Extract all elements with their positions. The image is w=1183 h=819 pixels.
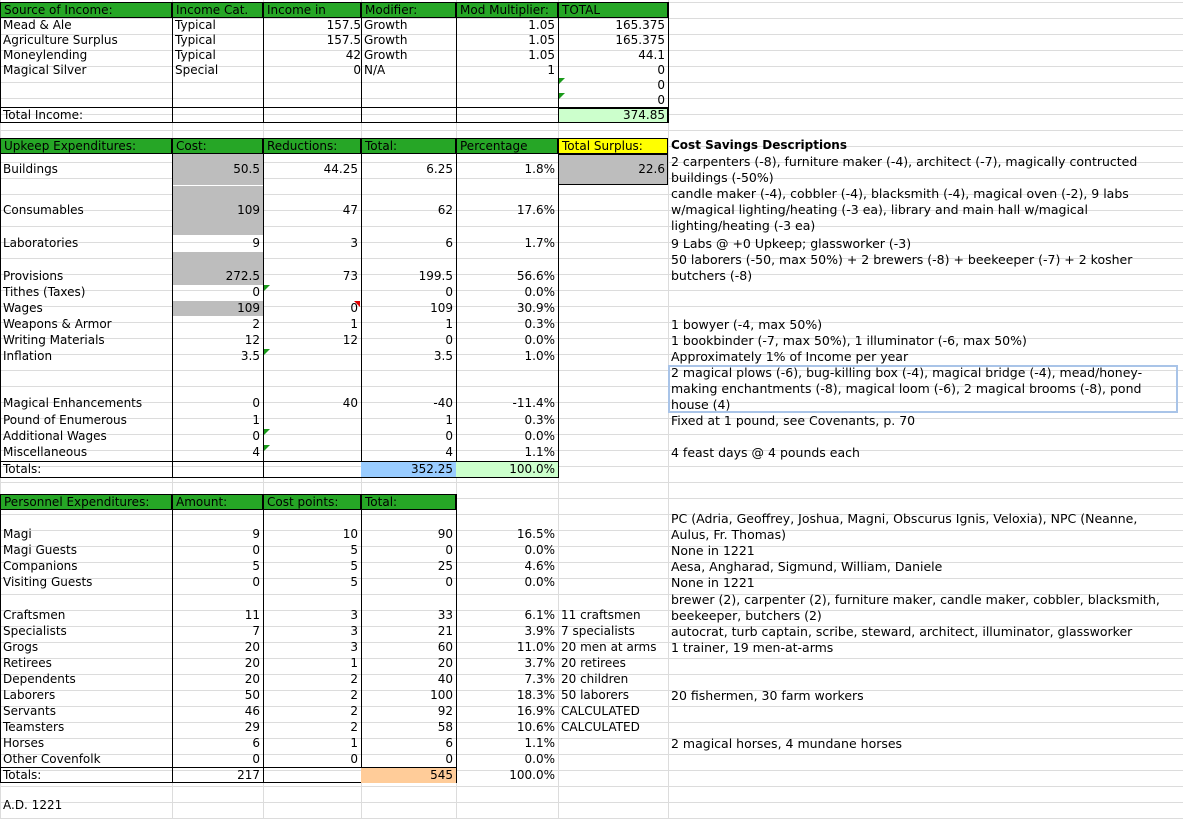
income-header[interactable]: Income Cat. bbox=[172, 2, 263, 18]
income-total[interactable]: 165.375 bbox=[615, 33, 665, 47]
income-total[interactable]: 0 bbox=[657, 93, 665, 107]
personnel-item[interactable]: Dependents bbox=[3, 672, 76, 686]
personnel-amount[interactable]: 11 bbox=[244, 608, 260, 622]
personnel-total[interactable]: 40 bbox=[437, 672, 453, 686]
upkeep-item[interactable]: Laboratories bbox=[3, 236, 79, 250]
personnel-amount[interactable]: 0 bbox=[252, 575, 260, 589]
upkeep-percentage[interactable]: 0.0% bbox=[524, 333, 555, 347]
upkeep-total[interactable]: 6 bbox=[445, 236, 453, 250]
income-total[interactable]: 44.1 bbox=[638, 48, 665, 62]
personnel-item[interactable]: Retirees bbox=[3, 656, 52, 670]
income-source[interactable]: Mead & Ale bbox=[3, 18, 72, 32]
upkeep-percentage[interactable]: 0.3% bbox=[524, 317, 555, 331]
personnel-note[interactable]: 20 men at arms bbox=[561, 640, 657, 654]
income-total[interactable]: 165.375 bbox=[615, 18, 665, 32]
personnel-note[interactable]: 20 retirees bbox=[561, 656, 626, 670]
upkeep-reduction[interactable]: 47 bbox=[342, 203, 358, 217]
upkeep-percentage[interactable]: 30.9% bbox=[516, 301, 555, 315]
upkeep-totals-percentage[interactable]: 100.0% bbox=[509, 462, 555, 476]
total-income-value[interactable]: 374.85 bbox=[623, 108, 665, 122]
upkeep-item[interactable]: Consumables bbox=[3, 203, 84, 217]
error-indicator-icon bbox=[559, 78, 565, 84]
total-surplus-value[interactable]: 22.6 bbox=[638, 162, 665, 176]
description-cell[interactable]: autocrat, turb captain, scribe, steward, architect, illuminator, glassworker bbox=[671, 624, 1133, 639]
personnel-percentage[interactable]: 0.0% bbox=[524, 752, 555, 766]
personnel-percentage[interactable]: 1.1% bbox=[524, 736, 555, 750]
description-cell[interactable]: 2 magical horses, 4 mundane horses bbox=[671, 736, 903, 751]
upkeep-percentage[interactable]: 1.1% bbox=[524, 445, 555, 459]
upkeep-header[interactable]: Total Surplus: bbox=[558, 138, 668, 154]
personnel-item[interactable]: Companions bbox=[3, 559, 78, 573]
comment-indicator-icon bbox=[354, 301, 360, 307]
personnel-amount[interactable]: 29 bbox=[244, 720, 260, 734]
description-cell[interactable]: None in 1221 bbox=[671, 543, 755, 558]
upkeep-percentage[interactable]: 0.0% bbox=[524, 285, 555, 299]
personnel-total[interactable]: 58 bbox=[437, 720, 453, 734]
upkeep-item[interactable]: Tithes (Taxes) bbox=[3, 285, 86, 299]
upkeep-percentage[interactable]: -11.4% bbox=[512, 396, 555, 410]
income-category[interactable]: Typical bbox=[175, 33, 216, 47]
personnel-cost-points[interactable]: 1 bbox=[350, 656, 358, 670]
description-cell[interactable]: Fixed at 1 pound, see Covenants, p. 70 bbox=[671, 413, 916, 428]
personnel-amount[interactable]: 7 bbox=[252, 624, 260, 638]
personnel-amount[interactable]: 20 bbox=[244, 656, 260, 670]
personnel-totals-label[interactable]: Totals: bbox=[3, 768, 42, 782]
upkeep-cost[interactable]: 109 bbox=[237, 301, 260, 315]
personnel-cost-points[interactable]: 0 bbox=[350, 752, 358, 766]
personnel-cost-points[interactable]: 1 bbox=[350, 736, 358, 750]
upkeep-percentage[interactable]: 0.0% bbox=[524, 429, 555, 443]
personnel-note[interactable]: 20 children bbox=[561, 672, 629, 686]
upkeep-reduction[interactable]: 44.25 bbox=[323, 162, 358, 176]
description-cell[interactable]: PC (Adria, Geoffrey, Joshua, Magni, Obscurus Ignis, Veloxia), NPC (Neanne, Aulus, Fr. Thomas) bbox=[671, 511, 1138, 542]
upkeep-item[interactable]: Magical Enhancements bbox=[3, 396, 143, 410]
income-value[interactable]: 0 bbox=[353, 63, 361, 77]
upkeep-item[interactable]: Inflation bbox=[3, 349, 53, 363]
upkeep-reduction[interactable]: 40 bbox=[342, 396, 358, 410]
upkeep-item[interactable]: Weapons & Armor bbox=[3, 317, 112, 331]
gridline bbox=[0, 482, 1183, 483]
income-total[interactable]: 0 bbox=[657, 78, 665, 92]
gridline bbox=[0, 802, 1183, 803]
description-cell[interactable]: 20 fishermen, 30 farm workers bbox=[671, 688, 864, 703]
personnel-item[interactable]: Laborers bbox=[3, 688, 56, 702]
cost-savings-header[interactable]: Cost Savings Descriptions bbox=[671, 138, 847, 152]
income-header[interactable]: Mod Multiplier: bbox=[456, 2, 558, 18]
personnel-item[interactable]: Horses bbox=[3, 736, 45, 750]
personnel-percentage[interactable]: 16.9% bbox=[516, 704, 555, 718]
personnel-percentage[interactable]: 16.5% bbox=[516, 527, 555, 541]
personnel-amount[interactable]: 46 bbox=[244, 704, 260, 718]
income-value[interactable]: 157.5 bbox=[326, 18, 361, 32]
personnel-item[interactable]: Magi bbox=[3, 527, 32, 541]
personnel-total[interactable]: 90 bbox=[437, 527, 453, 541]
description-cell[interactable]: 1 trainer, 19 men-at-arms bbox=[671, 640, 834, 655]
description-cell[interactable]: candle maker (-4), cobbler (-4), blacksmith (-4), magical oven (-2), 9 labs w/magical lighting/heating (-3 ea), library and main hall w/magical lighting/heating (-3 ea) bbox=[671, 186, 1129, 233]
personnel-total[interactable]: 21 bbox=[437, 624, 453, 638]
description-cell[interactable]: brewer (2), carpenter (2), furniture maker, candle maker, cobbler, blacksmith, beekeeper, butchers (2) bbox=[671, 592, 1160, 623]
personnel-totals-value[interactable]: 545 bbox=[430, 768, 453, 782]
description-cell[interactable]: 50 laborers (-50, max 50%) + 2 brewers (-8) + beekeeper (-7) + 2 kosher butchers (-8) bbox=[671, 252, 1133, 283]
upkeep-cost[interactable]: 272.5 bbox=[225, 269, 260, 283]
upkeep-cost[interactable]: 4 bbox=[252, 445, 260, 459]
upkeep-header[interactable]: Percentage bbox=[456, 138, 558, 154]
footer-date[interactable]: A.D. 1221 bbox=[3, 798, 63, 812]
upkeep-cost[interactable]: 2 bbox=[252, 317, 260, 331]
upkeep-percentage[interactable]: 56.6% bbox=[516, 269, 555, 283]
description-cell[interactable]: 1 bookbinder (-7, max 50%), 1 illuminator (-6, max 50%) bbox=[671, 333, 1027, 348]
upkeep-cost[interactable]: 0 bbox=[252, 396, 260, 410]
upkeep-total[interactable]: 1 bbox=[445, 317, 453, 331]
personnel-amount[interactable]: 20 bbox=[244, 640, 260, 654]
upkeep-percentage[interactable]: 1.8% bbox=[524, 162, 555, 176]
personnel-cost-points[interactable]: 2 bbox=[350, 688, 358, 702]
personnel-total[interactable]: 60 bbox=[437, 640, 453, 654]
income-header[interactable]: Modifier: bbox=[361, 2, 456, 18]
income-header[interactable]: Source of Income: bbox=[0, 2, 172, 18]
personnel-amount[interactable]: 0 bbox=[252, 752, 260, 766]
upkeep-totals-value[interactable]: 352.25 bbox=[411, 462, 453, 476]
personnel-cost-points[interactable]: 2 bbox=[350, 720, 358, 734]
personnel-item[interactable]: Magi Guests bbox=[3, 543, 77, 557]
personnel-total[interactable]: 100 bbox=[430, 688, 453, 702]
personnel-amount[interactable]: 0 bbox=[252, 543, 260, 557]
personnel-item[interactable]: Teamsters bbox=[3, 720, 65, 734]
personnel-totals-amount[interactable]: 217 bbox=[237, 768, 260, 782]
upkeep-total[interactable]: 1 bbox=[445, 413, 453, 427]
description-cell[interactable]: 2 carpenters (-8), furniture maker (-4), architect (-7), magically contructed buildings (-50%) bbox=[671, 154, 1138, 185]
personnel-item[interactable]: Servants bbox=[3, 704, 56, 718]
upkeep-total[interactable]: -40 bbox=[433, 396, 453, 410]
description-cell[interactable]: 4 feast days @ 4 pounds each bbox=[671, 445, 860, 460]
personnel-percentage[interactable]: 11.0% bbox=[516, 640, 555, 654]
error-indicator-icon bbox=[264, 445, 270, 451]
income-multiplier[interactable]: 1 bbox=[547, 63, 555, 77]
upkeep-item[interactable]: Miscellaneous bbox=[3, 445, 88, 459]
income-modifier[interactable]: Growth bbox=[364, 33, 408, 47]
income-modifier[interactable]: Growth bbox=[364, 18, 408, 32]
personnel-item[interactable]: Specialists bbox=[3, 624, 67, 638]
selected-cell-outline bbox=[668, 365, 1178, 413]
upkeep-cost[interactable]: 9 bbox=[252, 236, 260, 250]
upkeep-total[interactable]: 0 bbox=[445, 429, 453, 443]
upkeep-total[interactable]: 6.25 bbox=[426, 162, 453, 176]
income-value[interactable]: 42 bbox=[345, 48, 361, 62]
personnel-item[interactable]: Visiting Guests bbox=[3, 575, 93, 589]
personnel-amount[interactable]: 20 bbox=[244, 672, 260, 686]
upkeep-item[interactable]: Additional Wages bbox=[3, 429, 107, 443]
personnel-cost-points[interactable]: 3 bbox=[350, 608, 358, 622]
upkeep-total[interactable]: 3.5 bbox=[433, 349, 453, 363]
personnel-amount[interactable]: 50 bbox=[244, 688, 260, 702]
personnel-item[interactable]: Other Covenfolk bbox=[3, 752, 101, 766]
gridline bbox=[0, 786, 1183, 787]
upkeep-cost[interactable]: 0 bbox=[252, 429, 260, 443]
personnel-amount[interactable]: 9 bbox=[252, 527, 260, 541]
description-cell[interactable]: 2 magical plows (-6), bug-killing box (-4), magical bridge (-4), mead/honey-making enchantments (-8), magical loom (-6), 2 magical brooms (-8), pond house (4) bbox=[671, 365, 1143, 412]
income-modifier[interactable]: Growth bbox=[364, 48, 408, 62]
description-cell[interactable]: 1 bowyer (-4, max 50%) bbox=[671, 317, 823, 332]
personnel-note[interactable]: CALCULATED bbox=[561, 720, 640, 734]
personnel-amount[interactable]: 6 bbox=[252, 736, 260, 750]
upkeep-percentage[interactable]: 1.0% bbox=[524, 349, 555, 363]
description-cell[interactable]: 9 Labs @ +0 Upkeep; glassworker (-3) bbox=[671, 236, 912, 251]
personnel-cost-points[interactable]: 3 bbox=[350, 640, 358, 654]
personnel-percentage[interactable]: 10.6% bbox=[516, 720, 555, 734]
description-cell[interactable]: None in 1221 bbox=[671, 575, 755, 590]
upkeep-cost[interactable]: 3.5 bbox=[240, 349, 260, 363]
income-multiplier[interactable]: 1.05 bbox=[528, 48, 555, 62]
personnel-total[interactable]: 0 bbox=[445, 752, 453, 766]
upkeep-total[interactable]: 0 bbox=[445, 333, 453, 347]
upkeep-cost[interactable]: 50.5 bbox=[233, 162, 260, 176]
error-indicator-icon bbox=[264, 429, 270, 435]
personnel-cost-points[interactable]: 5 bbox=[350, 543, 358, 557]
upkeep-header[interactable]: Total: bbox=[361, 138, 456, 154]
personnel-note[interactable]: 11 craftsmen bbox=[561, 608, 641, 622]
gridline bbox=[0, 130, 1183, 131]
upkeep-total[interactable]: 0 bbox=[445, 285, 453, 299]
personnel-total[interactable]: 92 bbox=[437, 704, 453, 718]
personnel-amount[interactable]: 5 bbox=[252, 559, 260, 573]
upkeep-item[interactable]: Wages bbox=[3, 301, 43, 315]
upkeep-reduction[interactable]: 0 bbox=[350, 301, 358, 315]
income-category[interactable]: Special bbox=[175, 63, 219, 77]
upkeep-total[interactable]: 109 bbox=[430, 301, 453, 315]
upkeep-percentage[interactable]: 17.6% bbox=[516, 203, 555, 217]
personnel-total[interactable]: 0 bbox=[445, 575, 453, 589]
personnel-item[interactable]: Craftsmen bbox=[3, 608, 66, 622]
personnel-note[interactable]: CALCULATED bbox=[561, 704, 640, 718]
personnel-cost-points[interactable]: 2 bbox=[350, 704, 358, 718]
error-indicator-icon bbox=[559, 93, 565, 99]
personnel-total[interactable]: 33 bbox=[437, 608, 453, 622]
personnel-percentage[interactable]: 3.9% bbox=[524, 624, 555, 638]
income-category[interactable]: Typical bbox=[175, 18, 216, 32]
description-cell[interactable]: Aesa, Angharad, Sigmund, William, Daniele bbox=[671, 559, 943, 574]
personnel-percentage[interactable]: 6.1% bbox=[524, 608, 555, 622]
upkeep-item[interactable]: Buildings bbox=[3, 162, 58, 176]
upkeep-reduction[interactable]: 3 bbox=[350, 236, 358, 250]
personnel-cost-points[interactable]: 3 bbox=[350, 624, 358, 638]
upkeep-reduction[interactable]: 73 bbox=[342, 269, 358, 283]
personnel-header[interactable]: Cost points: bbox=[263, 494, 361, 510]
upkeep-percentage[interactable]: 1.7% bbox=[524, 236, 555, 250]
upkeep-total[interactable]: 199.5 bbox=[418, 269, 453, 283]
upkeep-header[interactable]: Cost: bbox=[172, 138, 263, 154]
personnel-header[interactable]: Amount: bbox=[172, 494, 263, 510]
error-indicator-icon bbox=[264, 349, 270, 355]
upkeep-percentage[interactable]: 0.3% bbox=[524, 413, 555, 427]
income-header[interactable]: TOTAL bbox=[558, 2, 668, 18]
personnel-cost-points[interactable]: 5 bbox=[350, 575, 358, 589]
upkeep-totals-label[interactable]: Totals: bbox=[3, 462, 42, 476]
error-indicator-icon bbox=[264, 285, 270, 291]
upkeep-total[interactable]: 62 bbox=[437, 203, 453, 217]
personnel-percentage[interactable]: 3.7% bbox=[524, 656, 555, 670]
income-header[interactable]: Income in bbox=[263, 2, 361, 18]
income-modifier[interactable]: N/A bbox=[364, 63, 386, 77]
upkeep-reduction[interactable]: 12 bbox=[342, 333, 358, 347]
description-cell[interactable]: Approximately 1% of Income per year bbox=[671, 349, 909, 364]
income-total[interactable]: 0 bbox=[657, 63, 665, 77]
upkeep-cost[interactable]: 109 bbox=[237, 203, 260, 217]
personnel-percentage[interactable]: 4.6% bbox=[524, 559, 555, 573]
personnel-cost-points[interactable]: 10 bbox=[342, 527, 358, 541]
personnel-total[interactable]: 0 bbox=[445, 543, 453, 557]
upkeep-item[interactable]: Writing Materials bbox=[3, 333, 105, 347]
personnel-percentage[interactable]: 0.0% bbox=[524, 575, 555, 589]
personnel-total[interactable]: 6 bbox=[445, 736, 453, 750]
upkeep-cost[interactable]: 1 bbox=[252, 413, 260, 427]
upkeep-header[interactable]: Reductions: bbox=[263, 138, 361, 154]
personnel-cost-points[interactable]: 2 bbox=[350, 672, 358, 686]
upkeep-total[interactable]: 4 bbox=[445, 445, 453, 459]
personnel-item[interactable]: Grogs bbox=[3, 640, 39, 654]
personnel-percentage[interactable]: 0.0% bbox=[524, 543, 555, 557]
personnel-cost-points[interactable]: 5 bbox=[350, 559, 358, 573]
income-source[interactable]: Agriculture Surplus bbox=[3, 33, 118, 47]
personnel-note[interactable]: 7 specialists bbox=[561, 624, 635, 638]
upkeep-item[interactable]: Pound of Enumerous bbox=[3, 413, 127, 427]
personnel-percentage[interactable]: 7.3% bbox=[524, 672, 555, 686]
upkeep-cost[interactable]: 12 bbox=[244, 333, 260, 347]
income-category[interactable]: Typical bbox=[175, 48, 216, 62]
personnel-total[interactable]: 25 bbox=[437, 559, 453, 573]
income-multiplier[interactable]: 1.05 bbox=[528, 33, 555, 47]
income-source[interactable]: Moneylending bbox=[3, 48, 88, 62]
upkeep-item[interactable]: Provisions bbox=[3, 269, 64, 283]
total-income-label[interactable]: Total Income: bbox=[3, 108, 84, 122]
personnel-header[interactable]: Total: bbox=[361, 494, 456, 510]
personnel-note[interactable]: 50 laborers bbox=[561, 688, 629, 702]
personnel-header[interactable]: Personnel Expenditures: bbox=[0, 494, 172, 510]
personnel-total[interactable]: 20 bbox=[437, 656, 453, 670]
income-value[interactable]: 157.5 bbox=[326, 33, 361, 47]
upkeep-header[interactable]: Upkeep Expenditures: bbox=[0, 138, 172, 154]
personnel-totals-percentage[interactable]: 100.0% bbox=[509, 768, 555, 782]
upkeep-cost[interactable]: 0 bbox=[252, 285, 260, 299]
upkeep-reduction[interactable]: 1 bbox=[350, 317, 358, 331]
income-multiplier[interactable]: 1.05 bbox=[528, 18, 555, 32]
income-source[interactable]: Magical Silver bbox=[3, 63, 87, 77]
personnel-percentage[interactable]: 18.3% bbox=[516, 688, 555, 702]
